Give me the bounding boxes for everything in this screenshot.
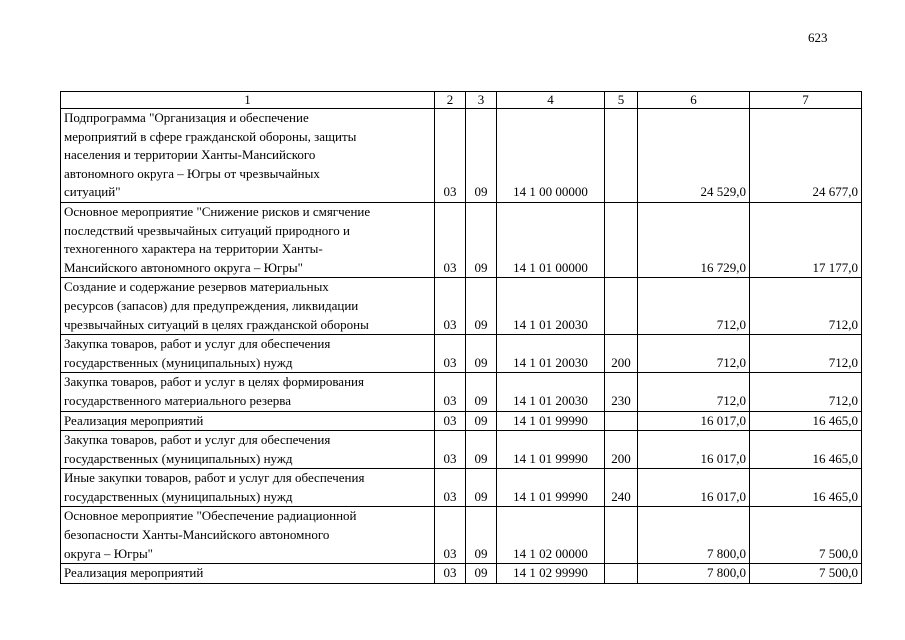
target-article-cell: 14 1 01 20030 bbox=[497, 373, 605, 411]
amount-year-1-cell: 16 017,0 bbox=[638, 469, 750, 507]
section-code-cell: 03 bbox=[435, 202, 466, 277]
amount-year-2-cell: 24 677,0 bbox=[750, 109, 862, 203]
amount-year-1-cell: 712,0 bbox=[638, 335, 750, 373]
item-name-line: государственных (муниципальных) нужд bbox=[64, 488, 293, 504]
column-header-7: 7 bbox=[750, 92, 862, 109]
item-name-cell bbox=[61, 564, 435, 584]
table-row bbox=[61, 278, 862, 335]
amount-year-1-cell: 712,0 bbox=[638, 278, 750, 335]
item-name-cell bbox=[61, 278, 435, 335]
item-name-cell bbox=[61, 507, 435, 564]
table-row bbox=[61, 202, 862, 277]
item-name-cell bbox=[61, 202, 435, 277]
item-name-line: Реализация мероприятий bbox=[64, 565, 204, 581]
table-row bbox=[61, 109, 862, 203]
target-article-cell: 14 1 01 99990 bbox=[497, 431, 605, 469]
subsection-code-cell: 09 bbox=[466, 109, 497, 203]
expense-type-cell bbox=[605, 202, 638, 277]
amount-year-1-cell: 712,0 bbox=[638, 373, 750, 411]
table-row bbox=[61, 335, 862, 373]
amount-year-2-cell: 712,0 bbox=[750, 278, 862, 335]
item-name-line: Подпрограмма "Организация и обеспечение bbox=[64, 110, 309, 125]
column-header-2: 2 bbox=[435, 92, 466, 109]
amount-year-1-cell: 16 017,0 bbox=[638, 411, 750, 431]
item-name-line: безопасности Ханты-Мансийского автономного bbox=[64, 527, 330, 543]
amount-year-2-cell: 16 465,0 bbox=[750, 431, 862, 469]
amount-year-2-cell: 712,0 bbox=[750, 373, 862, 411]
subsection-code-cell: 09 bbox=[466, 564, 497, 584]
item-name-line: Создание и содержание резервов материальных bbox=[64, 279, 329, 295]
section-code-cell: 03 bbox=[435, 411, 466, 431]
item-name-line: автономного округа – Югры от чрезвычайных bbox=[64, 165, 320, 181]
item-name-line: округа – Югры" bbox=[64, 545, 153, 561]
expense-type-cell bbox=[605, 564, 638, 584]
item-name-line: ситуаций" bbox=[64, 184, 121, 200]
amount-year-1-cell: 7 800,0 bbox=[638, 564, 750, 584]
subsection-code-cell: 09 bbox=[466, 411, 497, 431]
section-code-cell: 03 bbox=[435, 507, 466, 564]
item-name-line: Закупка товаров, работ и услуг для обеспечения bbox=[64, 336, 331, 352]
section-code-cell: 03 bbox=[435, 373, 466, 411]
target-article-cell: 14 1 01 20030 bbox=[497, 335, 605, 373]
subsection-code-cell: 09 bbox=[466, 335, 497, 373]
target-article-cell: 14 1 01 99990 bbox=[497, 469, 605, 507]
expense-type-cell bbox=[605, 507, 638, 564]
item-name-line: Закупка товаров, работ и услуг для обеспечения bbox=[64, 432, 331, 448]
item-name-line: населения и территории Ханты-Мансийского bbox=[64, 147, 316, 163]
item-name-line: государственного материального резерва bbox=[64, 392, 292, 408]
subsection-code-cell: 09 bbox=[466, 373, 497, 411]
item-name-cell bbox=[61, 411, 435, 431]
target-article-cell: 14 1 02 99990 bbox=[497, 564, 605, 584]
subsection-code-cell: 09 bbox=[466, 278, 497, 335]
item-name-line: Основное мероприятие "Снижение рисков и смягчение bbox=[64, 203, 371, 219]
header-row bbox=[61, 92, 862, 109]
item-name-cell bbox=[61, 373, 435, 411]
amount-year-2-cell: 16 465,0 bbox=[750, 469, 862, 507]
target-article-cell: 14 1 02 00000 bbox=[497, 507, 605, 564]
amount-year-1-cell: 7 800,0 bbox=[638, 507, 750, 564]
column-header-3: 3 bbox=[466, 92, 497, 109]
item-name-line: государственных (муниципальных) нужд bbox=[64, 354, 293, 370]
expense-type-cell bbox=[605, 411, 638, 431]
amount-year-2-cell: 16 465,0 bbox=[750, 411, 862, 431]
subsection-code-cell: 09 bbox=[466, 507, 497, 564]
item-name-cell bbox=[61, 469, 435, 507]
item-name-line: Основное мероприятие "Обеспечение радиационной bbox=[64, 508, 357, 524]
section-code-cell: 03 bbox=[435, 335, 466, 373]
item-name-line: Мансийского автономного округа – Югры" bbox=[64, 259, 303, 275]
table-row bbox=[61, 411, 862, 431]
expense-type-cell bbox=[605, 109, 638, 203]
target-article-cell: 14 1 00 00000 bbox=[497, 109, 605, 203]
item-name-line: ресурсов (запасов) для предупреждения, ликвидации bbox=[64, 297, 359, 313]
item-name-cell bbox=[61, 335, 435, 373]
expense-type-cell bbox=[605, 278, 638, 335]
table-row bbox=[61, 507, 862, 564]
section-code-cell: 03 bbox=[435, 109, 466, 203]
item-name-cell bbox=[61, 109, 435, 203]
amount-year-1-cell: 24 529,0 bbox=[638, 109, 750, 203]
subsection-code-cell: 09 bbox=[466, 469, 497, 507]
table-row bbox=[61, 469, 862, 507]
target-article-cell: 14 1 01 00000 bbox=[497, 202, 605, 277]
column-header-6: 6 bbox=[638, 92, 750, 109]
column-header-5: 5 bbox=[605, 92, 638, 109]
column-header-4: 4 bbox=[497, 92, 605, 109]
target-article-cell: 14 1 01 20030 bbox=[497, 278, 605, 335]
amount-year-2-cell: 712,0 bbox=[750, 335, 862, 373]
item-name-cell bbox=[61, 431, 435, 469]
table-row bbox=[61, 431, 862, 469]
amount-year-2-cell: 7 500,0 bbox=[750, 507, 862, 564]
item-name-line: государственных (муниципальных) нужд bbox=[64, 450, 293, 466]
amount-year-1-cell: 16 729,0 bbox=[638, 202, 750, 277]
expense-type-cell: 240 bbox=[605, 469, 638, 507]
item-name-line: мероприятий в сфере гражданской обороны, защиты bbox=[64, 128, 357, 144]
item-name-line: Реализация мероприятий bbox=[64, 412, 204, 428]
section-code-cell: 03 bbox=[435, 431, 466, 469]
amount-year-2-cell: 7 500,0 bbox=[750, 564, 862, 584]
table-row bbox=[61, 373, 862, 411]
target-article-cell: 14 1 01 99990 bbox=[497, 411, 605, 431]
page-number: 623 bbox=[808, 30, 828, 45]
item-name-line: Закупка товаров, работ и услуг в целях формирования bbox=[64, 374, 364, 390]
table-row bbox=[61, 564, 862, 584]
subsection-code-cell: 09 bbox=[466, 202, 497, 277]
section-code-cell: 03 bbox=[435, 564, 466, 584]
amount-year-1-cell: 16 017,0 bbox=[638, 431, 750, 469]
item-name-line: чрезвычайных ситуаций в целях гражданской обороны bbox=[64, 316, 369, 332]
expense-type-cell: 230 bbox=[605, 373, 638, 411]
amount-year-2-cell: 17 177,0 bbox=[750, 202, 862, 277]
column-header-1: 1 bbox=[61, 92, 435, 109]
section-code-cell: 03 bbox=[435, 278, 466, 335]
budget-table bbox=[60, 91, 862, 584]
section-code-cell: 03 bbox=[435, 469, 466, 507]
expense-type-cell: 200 bbox=[605, 335, 638, 373]
item-name-line: техногенного характера на территории Ханты- bbox=[64, 241, 323, 257]
item-name-line: последствий чрезвычайных ситуаций природного и bbox=[64, 222, 350, 238]
expense-type-cell: 200 bbox=[605, 431, 638, 469]
item-name-line: Иные закупки товаров, работ и услуг для обеспечения bbox=[64, 470, 365, 486]
subsection-code-cell: 09 bbox=[466, 431, 497, 469]
